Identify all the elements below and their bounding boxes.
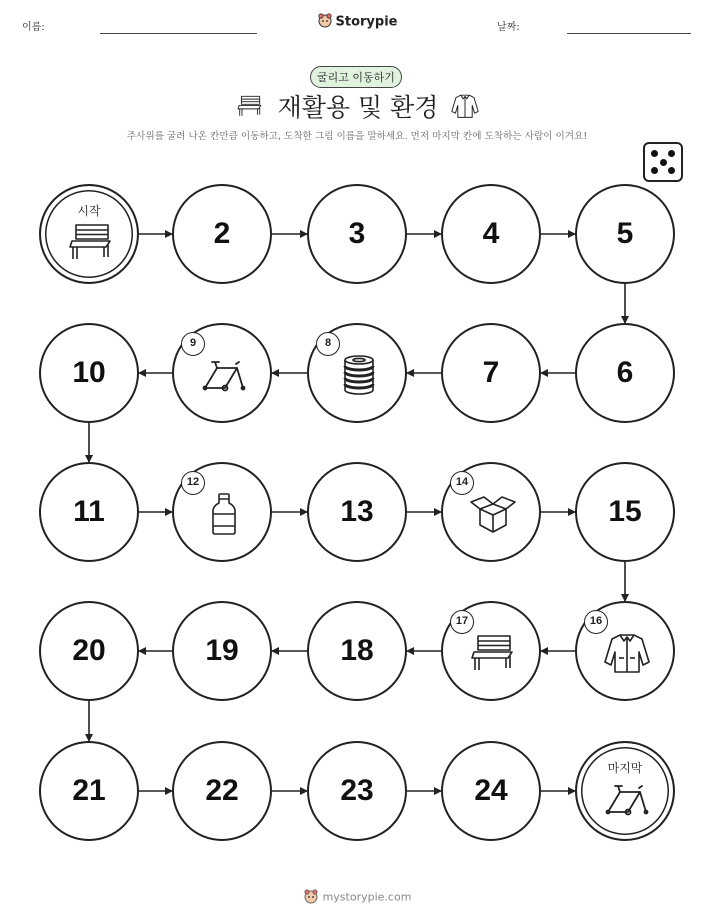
space-number-badge: 9 (181, 332, 205, 356)
space-number-badge: 8 (316, 332, 340, 356)
name-label: 이름: (22, 22, 45, 33)
space-number: 20 (72, 634, 106, 667)
brand-name: Storypie (335, 14, 398, 30)
box-icon (468, 493, 518, 535)
storypie-mascot-icon (303, 888, 319, 907)
space-number: 2 (213, 217, 231, 250)
board-space (39, 323, 139, 423)
bottle-icon (199, 493, 249, 535)
footer (0, 888, 714, 907)
footer-url: mystorypie.com (322, 890, 412, 904)
instructions: 주사위를 굴려 나온 칸만큼 이동하고, 도착한 그림 이름을 말하세요. 먼저 마지막 칸에 도착하는 사람이 이겨요! (126, 131, 588, 142)
board-space (307, 741, 407, 841)
space-number: 21 (72, 774, 106, 807)
space-number-badge: 12 (181, 471, 205, 495)
space-number-badge: 17 (450, 610, 474, 634)
page-title-row (0, 88, 714, 126)
space-number: 22 (205, 774, 239, 807)
board-space (575, 323, 675, 423)
board-space (39, 741, 139, 841)
date-line[interactable] (567, 33, 691, 34)
space-number: 7 (482, 356, 500, 389)
board-space (172, 601, 272, 701)
board-space (575, 184, 675, 284)
board-space (307, 462, 407, 562)
bench-icon (66, 221, 116, 263)
bench-icon (468, 632, 518, 674)
space-number: 5 (616, 217, 634, 250)
space-number: 15 (608, 495, 642, 528)
finish-label: 마지막 (607, 761, 643, 775)
start-label: 시작 (77, 204, 101, 218)
board-space (441, 741, 541, 841)
space-number-badge: 16 (584, 610, 608, 634)
board-space (39, 601, 139, 701)
storypie-mascot-icon (317, 12, 333, 32)
start-space (39, 184, 139, 284)
board-space (39, 462, 139, 562)
space-number: 11 (73, 495, 105, 528)
board-space (441, 323, 541, 423)
board-space (441, 184, 541, 284)
jacket-icon (450, 92, 480, 126)
jacket-icon (602, 632, 652, 674)
space-number: 13 (340, 495, 374, 528)
board-space (307, 184, 407, 284)
space-number: 3 (348, 217, 366, 250)
bicycle-frame-icon (199, 354, 249, 396)
date-label: 날짜: (497, 22, 520, 33)
space-number: 23 (340, 774, 374, 807)
board-space (307, 601, 407, 701)
space-number: 4 (482, 217, 500, 250)
space-number: 19 (205, 634, 239, 667)
bench-icon (234, 94, 266, 124)
space-number: 10 (72, 356, 106, 389)
space-number: 18 (340, 634, 374, 667)
board-space (172, 741, 272, 841)
board-space (575, 462, 675, 562)
board-space (172, 184, 272, 284)
name-line[interactable] (100, 33, 257, 34)
bicycle-frame-icon (602, 778, 652, 820)
can-icon (334, 354, 384, 396)
space-number: 6 (616, 356, 634, 389)
activity-tag: 굴리고 이동하기 (310, 66, 402, 88)
brand-logo (0, 12, 714, 32)
space-number: 24 (474, 774, 508, 807)
page-title: 재활용 및 환경 (277, 93, 439, 122)
finish-space (575, 741, 675, 841)
dice-five-icon (643, 142, 683, 182)
space-number-badge: 14 (450, 471, 474, 495)
